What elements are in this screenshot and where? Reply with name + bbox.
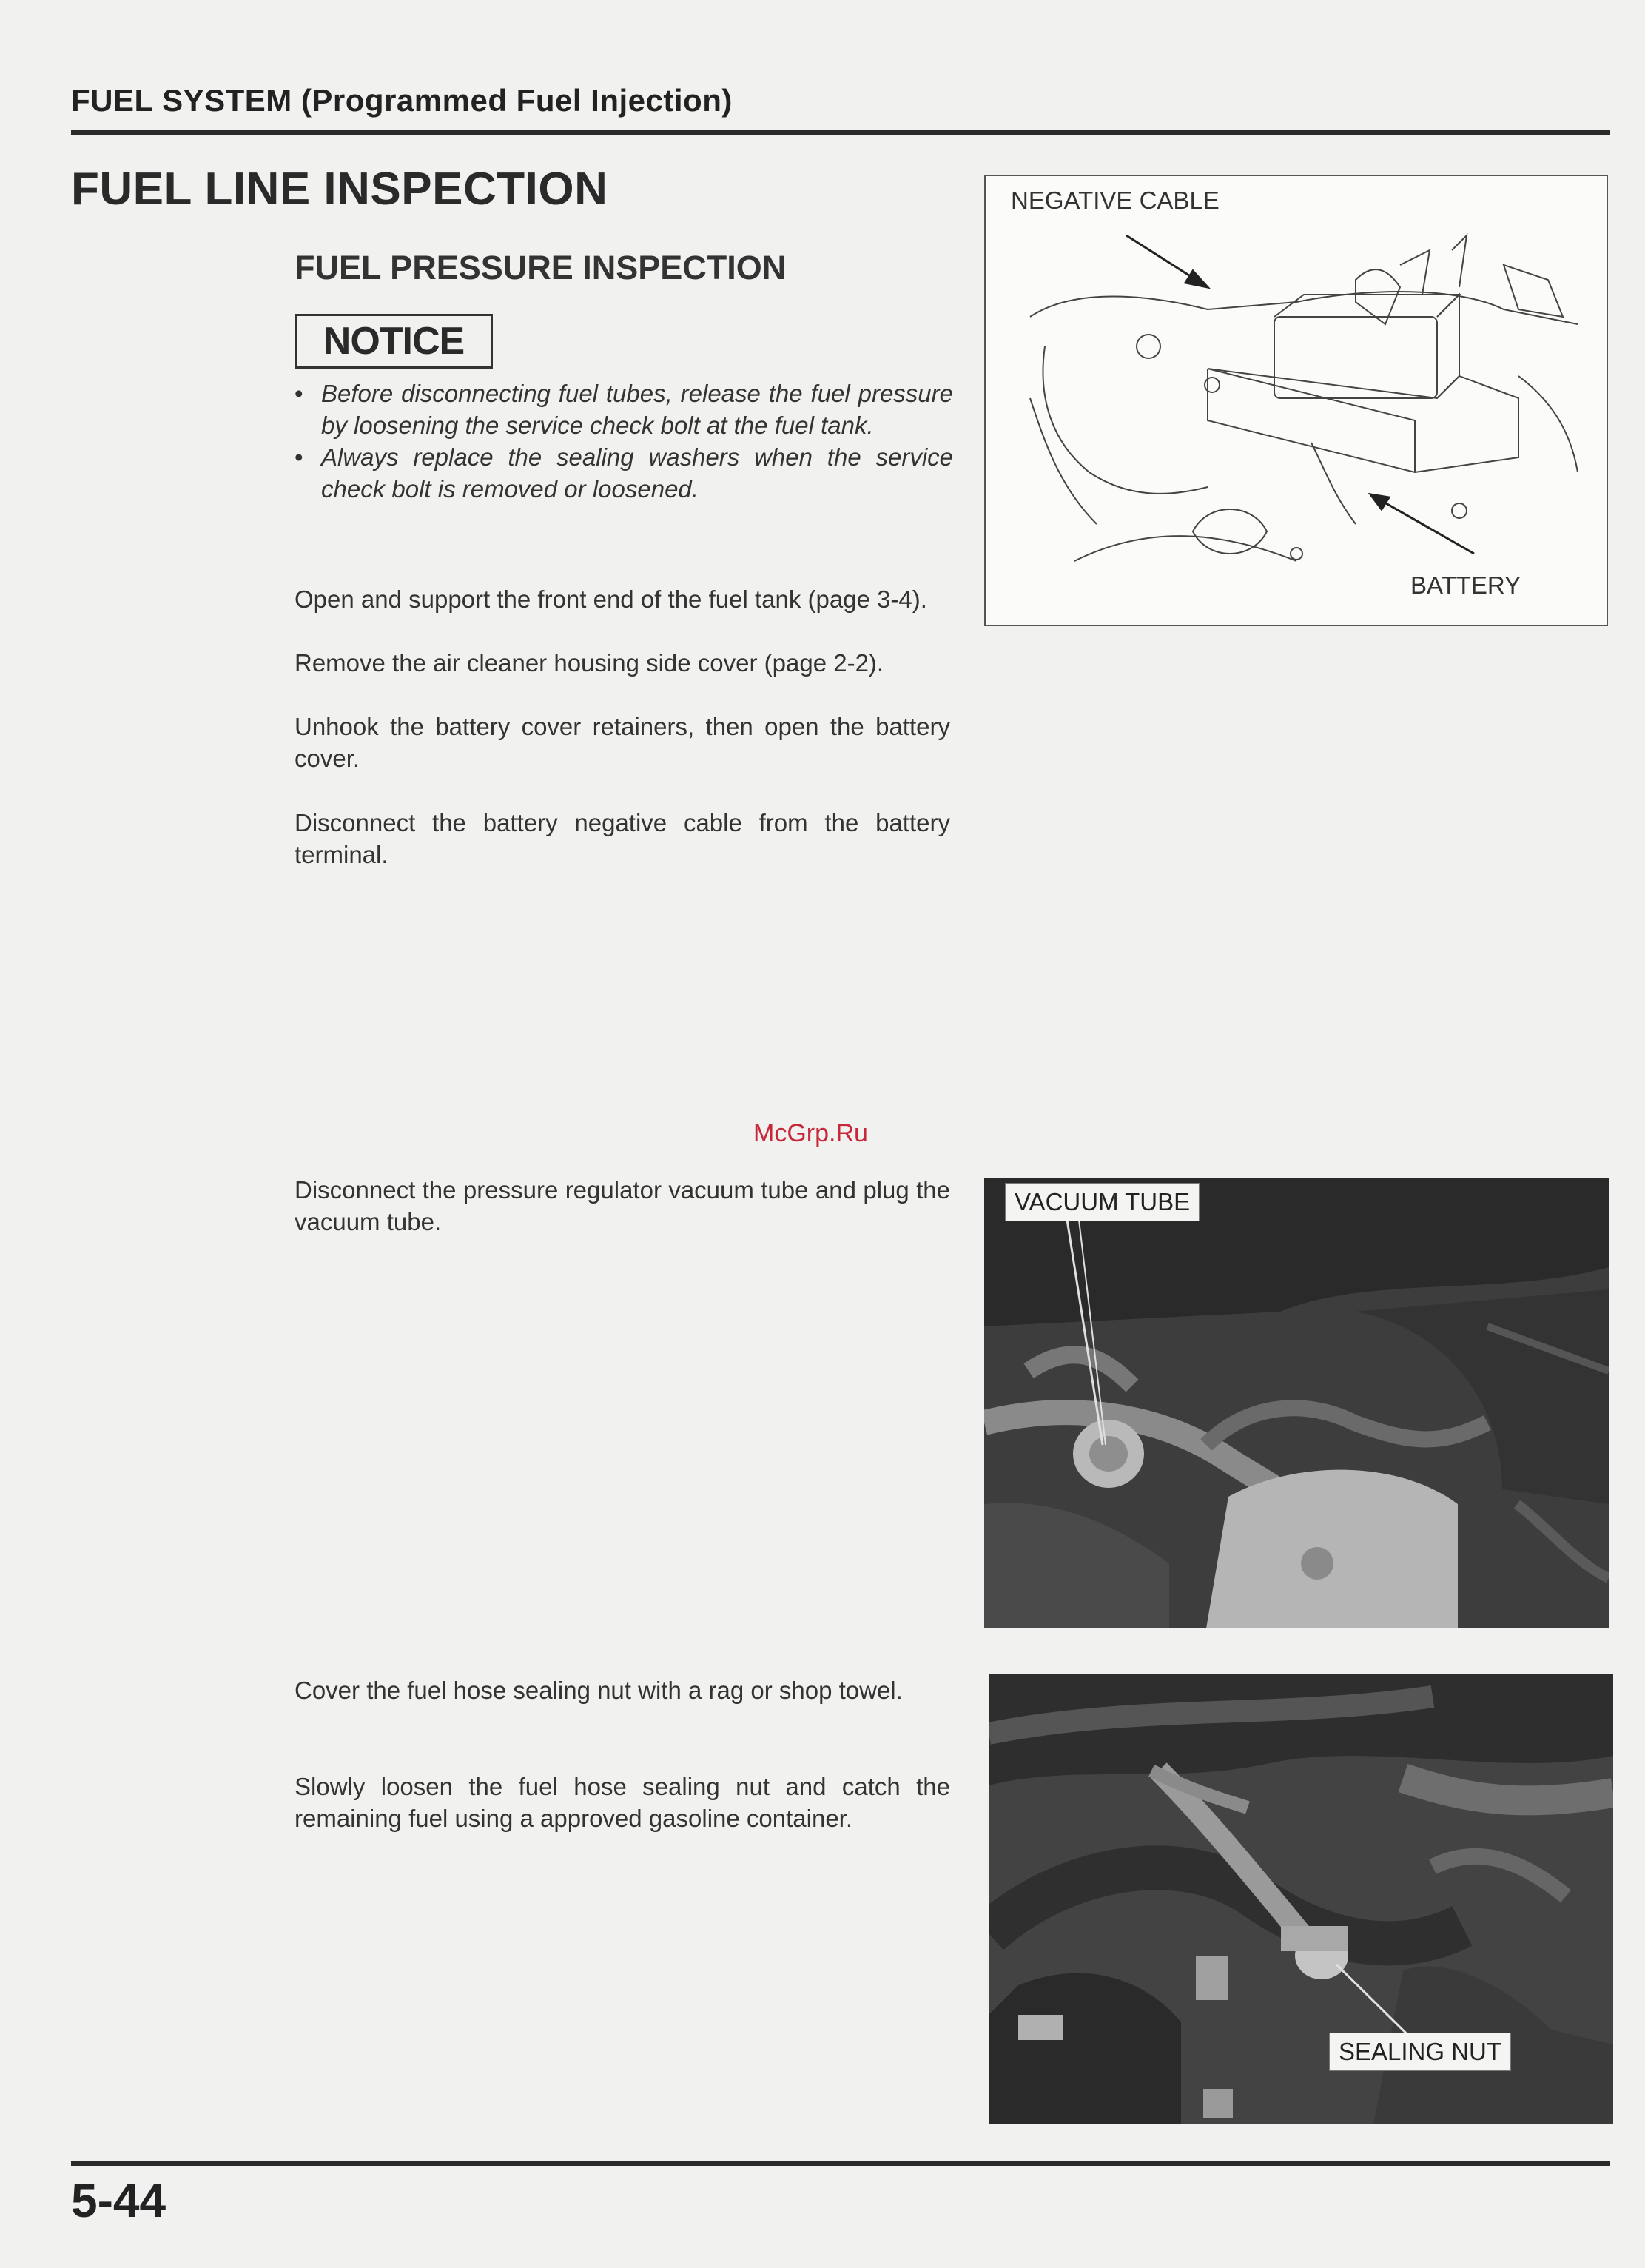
notice-box: NOTICE — [295, 314, 493, 369]
subsection-title: FUEL PRESSURE INSPECTION — [295, 249, 787, 286]
running-header: FUEL SYSTEM (Programmed Fuel Injection) — [71, 83, 733, 118]
step-disconnect-vacuum: Disconnect the pressure regulator vacuum tube and plug the vacuum tube. — [295, 1176, 950, 1235]
step-remove-cover: Remove the air cleaner housing side cover (page 2-2). — [295, 649, 884, 677]
step-disconnect-battery: Disconnect the battery negative cable from the battery terminal. — [295, 809, 950, 868]
notice-item: • Before disconnecting fuel tubes, release the fuel pressure by loosening the service check bolt at the fuel tank. — [295, 378, 953, 441]
vacuum-tube-label: VACUUM TUBE — [1005, 1183, 1200, 1221]
sealing-photo-scene — [989, 1674, 1613, 2124]
vacuum-tube-photo — [984, 1178, 1609, 1628]
page-number: 5-44 — [71, 2174, 166, 2227]
sealing-nut-photo — [989, 1674, 1613, 2124]
step-open-tank: Open and support the front end of the fuel tank (page 3-4). — [295, 586, 927, 613]
notice-list — [295, 378, 953, 505]
battery-line-drawing — [986, 176, 1608, 626]
step-cover-nut: Cover the fuel hose sealing nut with a rag or shop towel. — [295, 1677, 903, 1704]
step-loosen-nut: Slowly loosen the fuel hose sealing nut and catch the remaining fuel using a approved gasoline container. — [295, 1773, 950, 1832]
step-unhook-cover: Unhook the battery cover retainers, then open the battery cover. — [295, 713, 950, 772]
battery-illustration — [984, 175, 1608, 626]
section-title: FUEL LINE INSPECTION — [71, 164, 608, 215]
sealing-nut-label: SEALING NUT — [1329, 2033, 1511, 2071]
negative-cable-label: NEGATIVE CABLE — [1006, 187, 1224, 215]
watermark: McGrp.Ru — [753, 1119, 868, 1147]
battery-label: BATTERY — [1406, 571, 1525, 600]
vacuum-photo-scene — [984, 1178, 1609, 1628]
header-rule — [71, 130, 1610, 135]
notice-item: • Always replace the sealing washers when the service check bolt is removed or loosened. — [295, 441, 953, 505]
footer-rule — [71, 2161, 1610, 2166]
